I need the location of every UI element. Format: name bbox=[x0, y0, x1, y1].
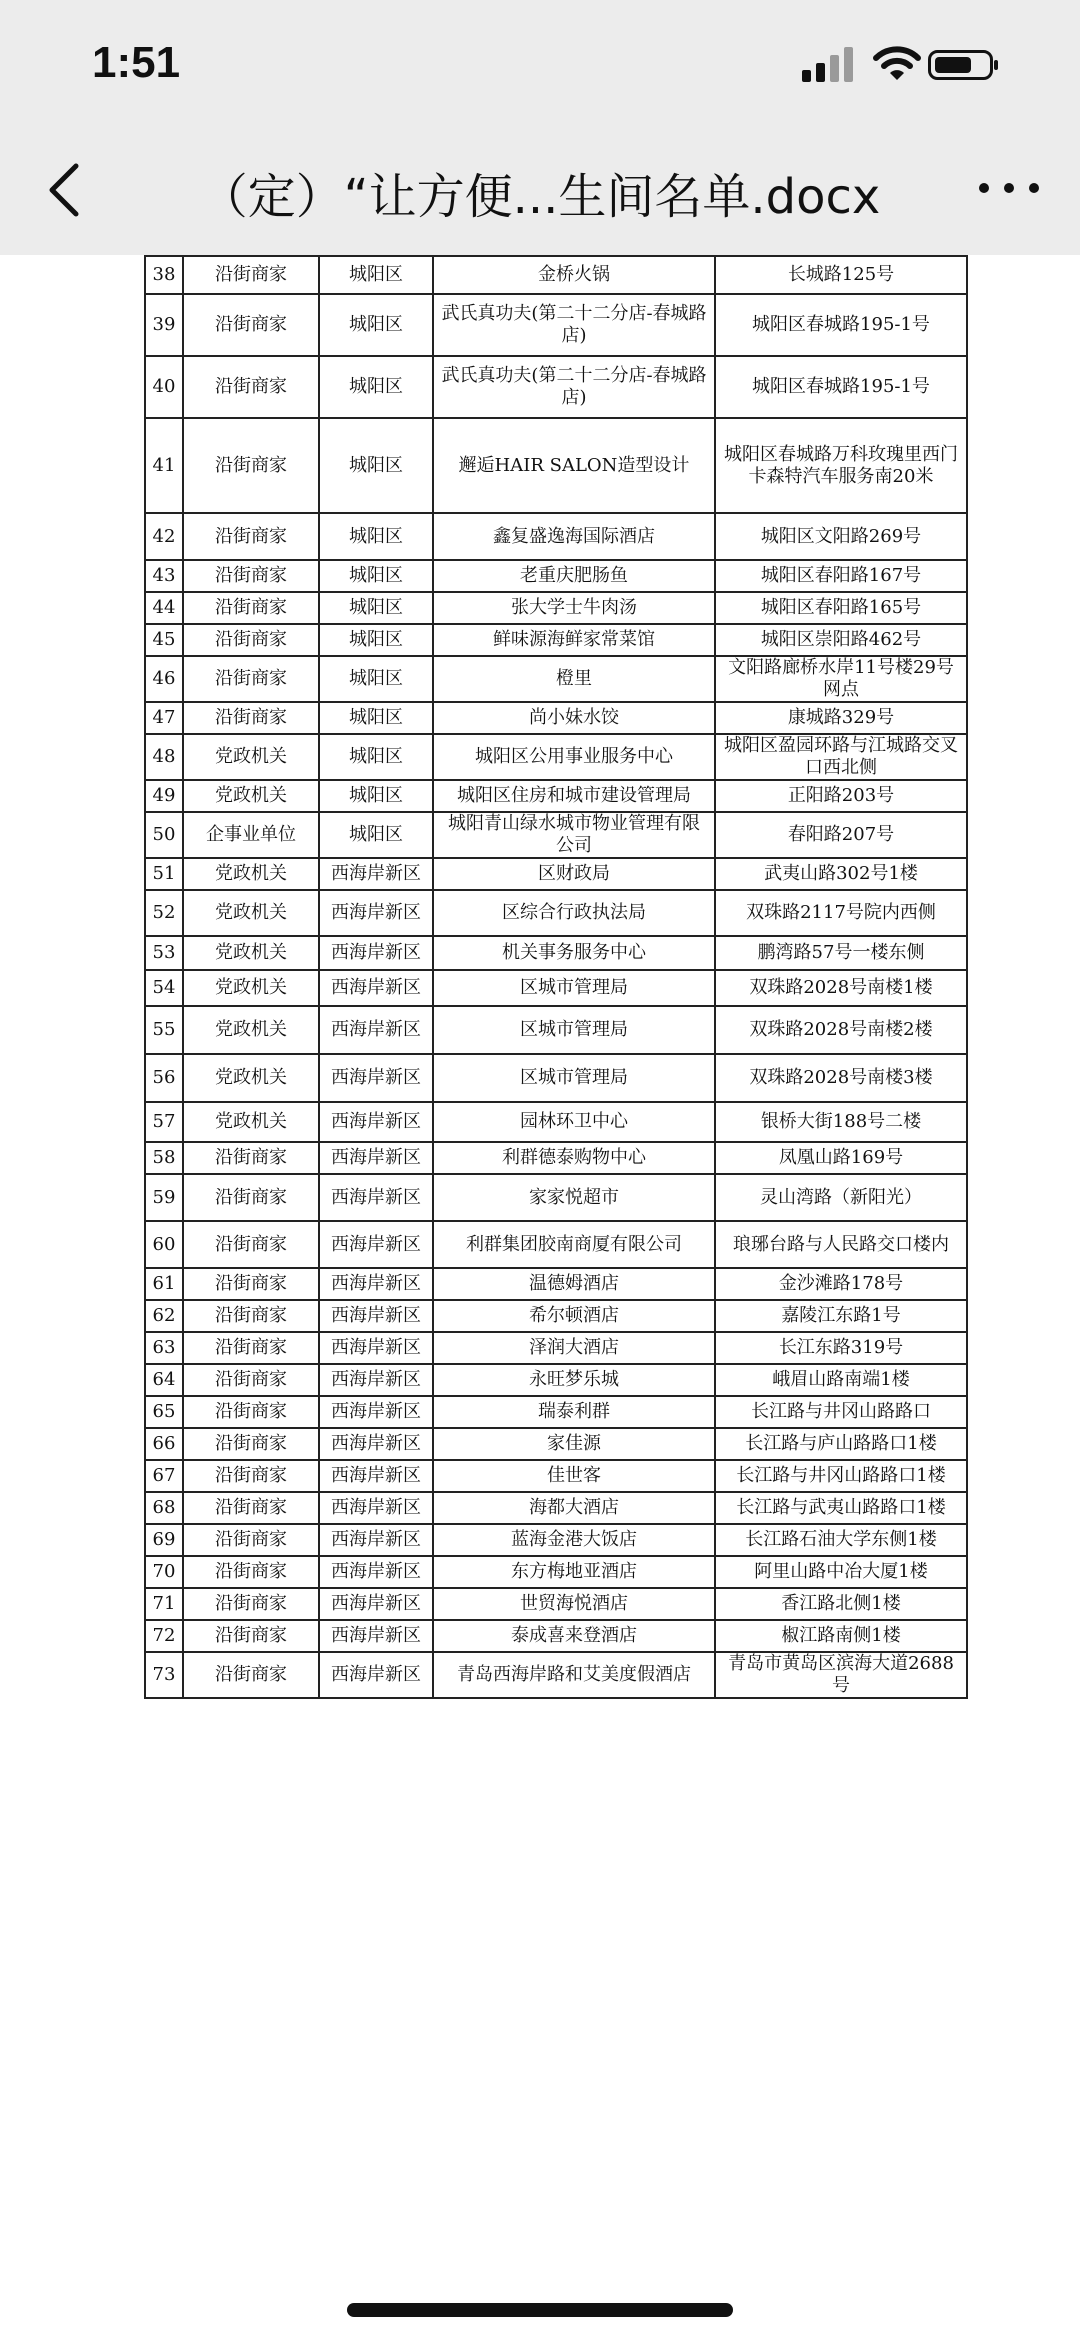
table-row bbox=[145, 702, 967, 734]
row-address: 双珠路2028号南楼2楼 bbox=[715, 1006, 967, 1054]
row-district: 城阳区 bbox=[319, 656, 433, 702]
table-row bbox=[145, 356, 967, 418]
row-district: 城阳区 bbox=[319, 812, 433, 858]
row-category: 党政机关 bbox=[183, 858, 319, 890]
row-address: 鹏湾路57号一楼东侧 bbox=[715, 936, 967, 970]
row-district: 西海岸新区 bbox=[319, 936, 433, 970]
top-bar bbox=[0, 0, 1080, 255]
row-category: 企事业单位 bbox=[183, 812, 319, 858]
document-viewer[interactable] bbox=[0, 255, 1080, 2339]
row-number: 62 bbox=[145, 1300, 183, 1332]
row-category: 党政机关 bbox=[183, 1102, 319, 1142]
row-district: 西海岸新区 bbox=[319, 1102, 433, 1142]
status-time: 1:51 bbox=[92, 38, 181, 87]
row-address: 城阳区崇阳路462号 bbox=[715, 624, 967, 656]
row-number: 43 bbox=[145, 560, 183, 592]
battery-icon bbox=[928, 50, 1000, 80]
row-name: 橙里 bbox=[433, 656, 715, 702]
row-category: 沿街商家 bbox=[183, 1652, 319, 1698]
row-number: 47 bbox=[145, 702, 183, 734]
table-row bbox=[145, 1620, 967, 1652]
row-district: 西海岸新区 bbox=[319, 1364, 433, 1396]
table-row bbox=[145, 560, 967, 592]
row-category: 沿街商家 bbox=[183, 1268, 319, 1300]
row-number: 48 bbox=[145, 734, 183, 780]
table-row bbox=[145, 1006, 967, 1054]
table-row bbox=[145, 1652, 967, 1698]
row-name: 城阳区住房和城市建设管理局 bbox=[433, 780, 715, 812]
row-name: 区城市管理局 bbox=[433, 1054, 715, 1102]
row-name: 希尔顿酒店 bbox=[433, 1300, 715, 1332]
row-number: 56 bbox=[145, 1054, 183, 1102]
table-row bbox=[145, 1396, 967, 1428]
row-number: 59 bbox=[145, 1174, 183, 1221]
row-number: 40 bbox=[145, 356, 183, 418]
row-category: 沿街商家 bbox=[183, 294, 319, 356]
row-number: 39 bbox=[145, 294, 183, 356]
row-district: 西海岸新区 bbox=[319, 1332, 433, 1364]
back-button[interactable] bbox=[44, 160, 84, 220]
row-name: 永旺梦乐城 bbox=[433, 1364, 715, 1396]
row-number: 38 bbox=[145, 256, 183, 294]
row-category: 党政机关 bbox=[183, 734, 319, 780]
row-name: 世贸海悦酒店 bbox=[433, 1588, 715, 1620]
table-row bbox=[145, 1556, 967, 1588]
row-district: 西海岸新区 bbox=[319, 1556, 433, 1588]
table-row bbox=[145, 1054, 967, 1102]
row-number: 49 bbox=[145, 780, 183, 812]
row-category: 沿街商家 bbox=[183, 1174, 319, 1221]
row-district: 城阳区 bbox=[319, 592, 433, 624]
row-number: 42 bbox=[145, 513, 183, 560]
row-name: 鲜味源海鲜家常菜馆 bbox=[433, 624, 715, 656]
row-number: 58 bbox=[145, 1142, 183, 1174]
row-district: 西海岸新区 bbox=[319, 1300, 433, 1332]
row-address: 春阳路207号 bbox=[715, 812, 967, 858]
row-district: 西海岸新区 bbox=[319, 1492, 433, 1524]
row-name: 武氏真功夫(第二十二分店-春城路店) bbox=[433, 356, 715, 418]
row-address: 城阳区春城路195-1号 bbox=[715, 356, 967, 418]
row-category: 沿街商家 bbox=[183, 1364, 319, 1396]
row-name: 武氏真功夫(第二十二分店-春城路店) bbox=[433, 294, 715, 356]
row-address: 城阳区春阳路165号 bbox=[715, 592, 967, 624]
table-row bbox=[145, 780, 967, 812]
row-address: 双珠路2028号南楼3楼 bbox=[715, 1054, 967, 1102]
row-number: 66 bbox=[145, 1428, 183, 1460]
row-name: 利群德泰购物中心 bbox=[433, 1142, 715, 1174]
row-category: 沿街商家 bbox=[183, 418, 319, 513]
row-address: 长江路与井冈山路路口 bbox=[715, 1396, 967, 1428]
row-name: 区财政局 bbox=[433, 858, 715, 890]
row-category: 沿街商家 bbox=[183, 1492, 319, 1524]
row-category: 沿街商家 bbox=[183, 1524, 319, 1556]
row-category: 沿街商家 bbox=[183, 1556, 319, 1588]
row-address: 阿里山路中冶大厦1楼 bbox=[715, 1556, 967, 1588]
row-name: 城阳青山绿水城市物业管理有限公司 bbox=[433, 812, 715, 858]
row-category: 沿街商家 bbox=[183, 1620, 319, 1652]
row-number: 45 bbox=[145, 624, 183, 656]
row-number: 67 bbox=[145, 1460, 183, 1492]
row-address: 双珠路2028号南楼1楼 bbox=[715, 970, 967, 1006]
row-district: 西海岸新区 bbox=[319, 1588, 433, 1620]
row-address: 长江东路319号 bbox=[715, 1332, 967, 1364]
row-category: 沿街商家 bbox=[183, 1396, 319, 1428]
row-name: 利群集团胶南商厦有限公司 bbox=[433, 1221, 715, 1268]
row-name: 尚小妹水饺 bbox=[433, 702, 715, 734]
row-district: 西海岸新区 bbox=[319, 970, 433, 1006]
row-number: 41 bbox=[145, 418, 183, 513]
row-address: 城阳区文阳路269号 bbox=[715, 513, 967, 560]
row-name: 区综合行政执法局 bbox=[433, 890, 715, 936]
row-address: 城阳区春城路195-1号 bbox=[715, 294, 967, 356]
row-name: 城阳区公用事业服务中心 bbox=[433, 734, 715, 780]
row-district: 西海岸新区 bbox=[319, 1142, 433, 1174]
row-address: 城阳区春城路万科玫瑰里西门卡森特汽车服务南20米 bbox=[715, 418, 967, 513]
row-address: 琅琊台路与人民路交口楼内 bbox=[715, 1221, 967, 1268]
row-number: 72 bbox=[145, 1620, 183, 1652]
table-row bbox=[145, 1460, 967, 1492]
toilet-list-table bbox=[144, 255, 968, 1699]
row-district: 西海岸新区 bbox=[319, 890, 433, 936]
document-title: （定）“让方便...生间名单.docx bbox=[199, 169, 881, 225]
row-name: 园林环卫中心 bbox=[433, 1102, 715, 1142]
row-district: 城阳区 bbox=[319, 356, 433, 418]
row-address: 武夷山路302号1楼 bbox=[715, 858, 967, 890]
row-number: 51 bbox=[145, 858, 183, 890]
row-address: 金沙滩路178号 bbox=[715, 1268, 967, 1300]
row-district: 城阳区 bbox=[319, 734, 433, 780]
row-number: 64 bbox=[145, 1364, 183, 1396]
row-category: 党政机关 bbox=[183, 780, 319, 812]
table-row bbox=[145, 1332, 967, 1364]
row-name: 机关事务服务中心 bbox=[433, 936, 715, 970]
row-number: 73 bbox=[145, 1652, 183, 1698]
row-name: 区城市管理局 bbox=[433, 1006, 715, 1054]
row-name: 张大学士牛肉汤 bbox=[433, 592, 715, 624]
row-category: 沿街商家 bbox=[183, 356, 319, 418]
table-row bbox=[145, 1174, 967, 1221]
row-category: 沿街商家 bbox=[183, 1460, 319, 1492]
row-category: 沿街商家 bbox=[183, 702, 319, 734]
row-name: 青岛西海岸路和艾美度假酒店 bbox=[433, 1652, 715, 1698]
row-number: 61 bbox=[145, 1268, 183, 1300]
row-number: 53 bbox=[145, 936, 183, 970]
table-row bbox=[145, 1524, 967, 1556]
row-district: 西海岸新区 bbox=[319, 1652, 433, 1698]
table-row bbox=[145, 624, 967, 656]
row-name: 家佳源 bbox=[433, 1428, 715, 1460]
row-district: 城阳区 bbox=[319, 560, 433, 592]
table-row bbox=[145, 1588, 967, 1620]
row-district: 西海岸新区 bbox=[319, 1221, 433, 1268]
row-number: 69 bbox=[145, 1524, 183, 1556]
row-number: 60 bbox=[145, 1221, 183, 1268]
row-category: 沿街商家 bbox=[183, 560, 319, 592]
row-category: 党政机关 bbox=[183, 1054, 319, 1102]
row-district: 西海岸新区 bbox=[319, 858, 433, 890]
row-category: 沿街商家 bbox=[183, 592, 319, 624]
row-number: 50 bbox=[145, 812, 183, 858]
home-indicator[interactable] bbox=[347, 2303, 733, 2317]
table-row bbox=[145, 418, 967, 513]
row-address: 康城路329号 bbox=[715, 702, 967, 734]
table-row bbox=[145, 592, 967, 624]
table-row bbox=[145, 256, 967, 294]
table-row bbox=[145, 294, 967, 356]
row-name: 老重庆肥肠鱼 bbox=[433, 560, 715, 592]
row-district: 西海岸新区 bbox=[319, 1174, 433, 1221]
row-number: 65 bbox=[145, 1396, 183, 1428]
row-district: 西海岸新区 bbox=[319, 1006, 433, 1054]
table-row bbox=[145, 1142, 967, 1174]
row-district: 城阳区 bbox=[319, 294, 433, 356]
row-district: 西海岸新区 bbox=[319, 1620, 433, 1652]
row-number: 63 bbox=[145, 1332, 183, 1364]
signal-bars-icon bbox=[800, 44, 860, 84]
row-name: 泰成喜来登酒店 bbox=[433, 1620, 715, 1652]
row-name: 泽润大酒店 bbox=[433, 1332, 715, 1364]
row-district: 城阳区 bbox=[319, 780, 433, 812]
row-district: 城阳区 bbox=[319, 513, 433, 560]
row-category: 党政机关 bbox=[183, 970, 319, 1006]
row-number: 44 bbox=[145, 592, 183, 624]
row-category: 沿街商家 bbox=[183, 656, 319, 702]
table-row bbox=[145, 1428, 967, 1460]
row-category: 沿街商家 bbox=[183, 1332, 319, 1364]
row-address: 长江路与庐山路路口1楼 bbox=[715, 1428, 967, 1460]
table-row bbox=[145, 812, 967, 858]
row-category: 沿街商家 bbox=[183, 1428, 319, 1460]
row-number: 54 bbox=[145, 970, 183, 1006]
row-address: 长江路石油大学东侧1楼 bbox=[715, 1524, 967, 1556]
row-category: 沿街商家 bbox=[183, 1588, 319, 1620]
row-number: 68 bbox=[145, 1492, 183, 1524]
row-category: 沿街商家 bbox=[183, 513, 319, 560]
row-address: 峨眉山路南端1楼 bbox=[715, 1364, 967, 1396]
table-row bbox=[145, 890, 967, 936]
row-number: 46 bbox=[145, 656, 183, 702]
row-address: 长江路与武夷山路路口1楼 bbox=[715, 1492, 967, 1524]
row-category: 沿街商家 bbox=[183, 256, 319, 294]
row-name: 瑞泰利群 bbox=[433, 1396, 715, 1428]
row-address: 香江路北侧1楼 bbox=[715, 1588, 967, 1620]
row-number: 57 bbox=[145, 1102, 183, 1142]
row-address: 正阳路203号 bbox=[715, 780, 967, 812]
row-district: 城阳区 bbox=[319, 702, 433, 734]
row-district: 城阳区 bbox=[319, 418, 433, 513]
row-number: 52 bbox=[145, 890, 183, 936]
more-options-button[interactable] bbox=[974, 168, 1044, 208]
row-district: 西海岸新区 bbox=[319, 1460, 433, 1492]
row-name: 东方梅地亚酒店 bbox=[433, 1556, 715, 1588]
row-district: 城阳区 bbox=[319, 624, 433, 656]
row-district: 城阳区 bbox=[319, 256, 433, 294]
row-name: 金桥火锅 bbox=[433, 256, 715, 294]
row-address: 嘉陵江东路1号 bbox=[715, 1300, 967, 1332]
row-name: 佳世客 bbox=[433, 1460, 715, 1492]
row-number: 71 bbox=[145, 1588, 183, 1620]
table-row bbox=[145, 858, 967, 890]
table-row bbox=[145, 970, 967, 1006]
row-address: 椒江路南侧1楼 bbox=[715, 1620, 967, 1652]
row-category: 沿街商家 bbox=[183, 1142, 319, 1174]
row-name: 鑫复盛逸海国际酒店 bbox=[433, 513, 715, 560]
row-name: 区城市管理局 bbox=[433, 970, 715, 1006]
row-name: 家家悦超市 bbox=[433, 1174, 715, 1221]
row-district: 西海岸新区 bbox=[319, 1054, 433, 1102]
row-address: 灵山湾路（新阳光） bbox=[715, 1174, 967, 1221]
table-row bbox=[145, 734, 967, 780]
row-address: 银桥大街188号二楼 bbox=[715, 1102, 967, 1142]
row-category: 沿街商家 bbox=[183, 1300, 319, 1332]
table-row bbox=[145, 936, 967, 970]
row-name: 温德姆酒店 bbox=[433, 1268, 715, 1300]
row-category: 党政机关 bbox=[183, 936, 319, 970]
row-district: 西海岸新区 bbox=[319, 1524, 433, 1556]
row-name: 海都大酒店 bbox=[433, 1492, 715, 1524]
row-address: 青岛市黄岛区滨海大道2688号 bbox=[715, 1652, 967, 1698]
row-address: 长江路与井冈山路路口1楼 bbox=[715, 1460, 967, 1492]
row-address: 双珠路2117号院内西侧 bbox=[715, 890, 967, 936]
row-name: 蓝海金港大饭店 bbox=[433, 1524, 715, 1556]
row-address: 城阳区春阳路167号 bbox=[715, 560, 967, 592]
table-row bbox=[145, 513, 967, 560]
table-row bbox=[145, 1364, 967, 1396]
table-row bbox=[145, 656, 967, 702]
row-category: 党政机关 bbox=[183, 890, 319, 936]
wifi-icon bbox=[872, 44, 922, 84]
row-category: 沿街商家 bbox=[183, 624, 319, 656]
row-address: 凤凰山路169号 bbox=[715, 1142, 967, 1174]
row-number: 55 bbox=[145, 1006, 183, 1054]
row-category: 沿街商家 bbox=[183, 1221, 319, 1268]
table-row bbox=[145, 1268, 967, 1300]
table-row bbox=[145, 1300, 967, 1332]
row-number: 70 bbox=[145, 1556, 183, 1588]
row-district: 西海岸新区 bbox=[319, 1396, 433, 1428]
row-district: 西海岸新区 bbox=[319, 1428, 433, 1460]
table-row bbox=[145, 1102, 967, 1142]
row-category: 党政机关 bbox=[183, 1006, 319, 1054]
row-name: 邂逅HAIR SALON造型设计 bbox=[433, 418, 715, 513]
table-row bbox=[145, 1221, 967, 1268]
row-address: 文阳路廊桥水岸11号楼29号网点 bbox=[715, 656, 967, 702]
row-address: 城阳区盈园环路与江城路交叉口西北侧 bbox=[715, 734, 967, 780]
row-district: 西海岸新区 bbox=[319, 1268, 433, 1300]
table-row bbox=[145, 1492, 967, 1524]
row-address: 长城路125号 bbox=[715, 256, 967, 294]
